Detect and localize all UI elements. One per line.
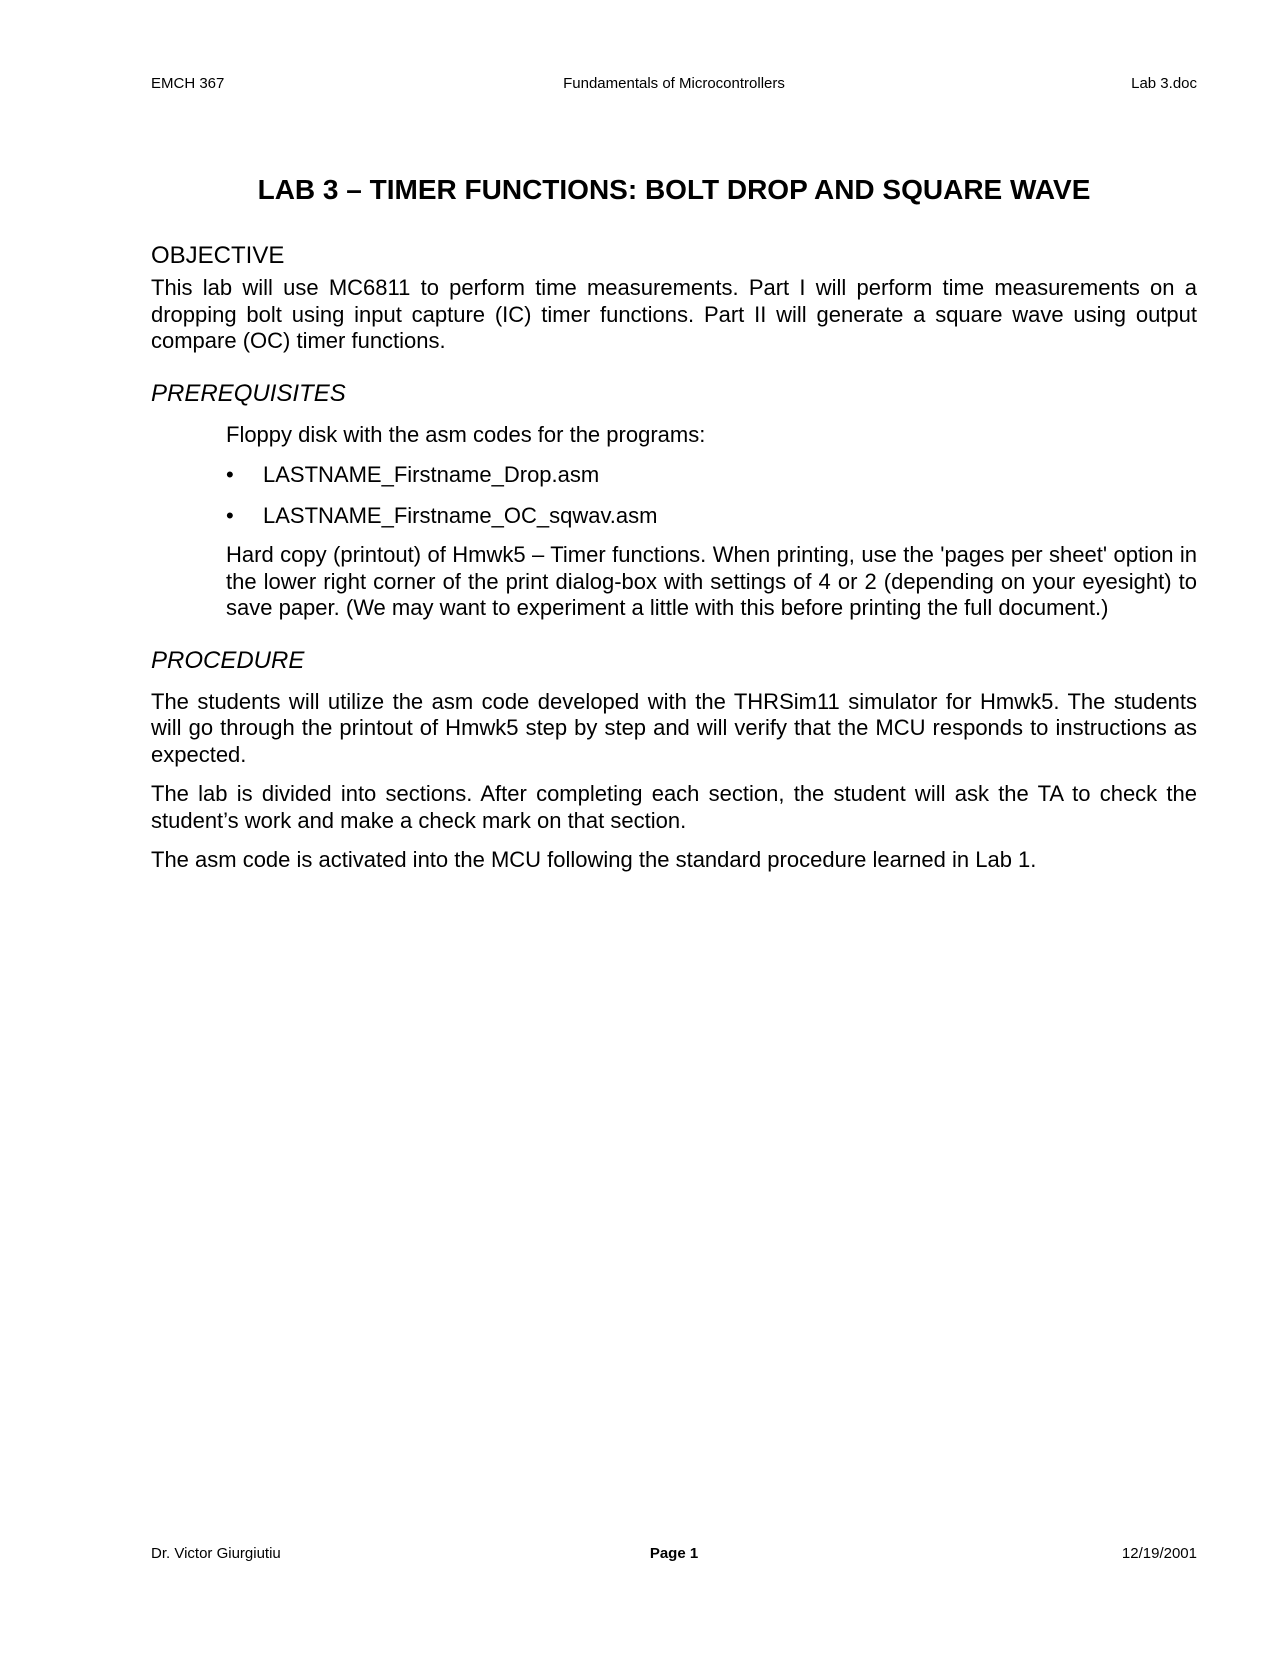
objective-section bbox=[151, 241, 1197, 355]
footer-author: Dr. Victor Giurgiutiu bbox=[151, 1545, 281, 1562]
page-header bbox=[151, 75, 1197, 93]
footer-page-number: Page 1 bbox=[649, 1545, 699, 1562]
bullet-icon: • bbox=[226, 462, 234, 487]
procedure-section bbox=[151, 646, 1197, 874]
prerequisites-note: Hard copy (printout) of Hmwk5 – Timer functions. When printing, use the 'pages per sheet' option in the lower right corner of the print dialog-box with settings of 4 or 2 (depending on your eyesight) to save paper. (We may want to experiment a little with this before printing the full document.) bbox=[226, 542, 1197, 620]
prerequisites-intro: Floppy disk with the asm codes for the programs: bbox=[226, 421, 706, 447]
prerequisites-heading: PREREQUISITES bbox=[151, 379, 346, 407]
procedure-paragraph: The lab is divided into sections. After completing each section, the student will ask the TA to check the student’s work and make a check mark on that section. bbox=[151, 781, 1197, 833]
page-footer bbox=[151, 1545, 1197, 1563]
list-item bbox=[226, 462, 1197, 489]
prerequisites-body bbox=[226, 422, 1197, 622]
header-course-title: Fundamentals of Microcontrollers bbox=[563, 75, 785, 92]
header-filename: Lab 3.doc bbox=[1131, 75, 1197, 92]
bullet-icon: • bbox=[226, 502, 234, 528]
objective-text: This lab will use MC6811 to perform time measurements. Part I will perform time measurements on a dropping bolt using input capture (IC) timer functions. Part II will generate a square wave using output compare (OC) timer functions. bbox=[151, 275, 1197, 353]
list-item-text: LASTNAME_Firstname_OC_sqwav.asm bbox=[263, 502, 658, 528]
document-body bbox=[151, 173, 1197, 874]
prerequisites-section bbox=[151, 379, 1197, 622]
procedure-paragraph: The asm code is activated into the MCU following the standard procedure learned in Lab 1. bbox=[151, 847, 1037, 872]
prerequisites-list bbox=[226, 462, 1197, 529]
list-item-text: LASTNAME_Firstname_Drop.asm bbox=[263, 462, 600, 487]
document-title: LAB 3 – TIMER FUNCTIONS: BOLT DROP AND SQUARE WAVE bbox=[257, 174, 1091, 205]
procedure-heading: PROCEDURE bbox=[151, 646, 305, 674]
procedure-paragraph: The students will utilize the asm code developed with the THRSim11 simulator for Hmwk5. The students will go through the printout of Hmwk5 step by step and will verify that the MCU responds to instructions as expected. bbox=[151, 688, 1197, 767]
footer-date: 12/19/2001 bbox=[1121, 1545, 1197, 1562]
list-item bbox=[226, 503, 1197, 530]
header-course: EMCH 367 bbox=[151, 75, 225, 92]
objective-heading: OBJECTIVE bbox=[151, 242, 285, 269]
